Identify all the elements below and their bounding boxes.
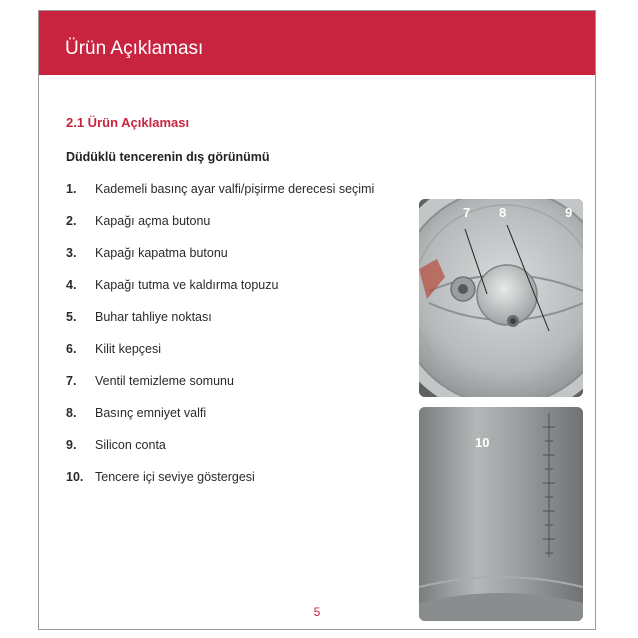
page-frame (38, 10, 596, 630)
item-text: Tencere içi seviye göstergesi (95, 470, 255, 484)
item-text: Kapağı kapatma butonu (95, 246, 228, 260)
item-number: 2. (66, 214, 77, 228)
page-number: 5 (313, 605, 321, 619)
item-text: Silicon conta (95, 438, 166, 452)
section-title: 2.1 Ürün Açıklaması (66, 115, 190, 130)
item-text: Basınç emniyet valfi (95, 406, 207, 420)
item-text: Buhar tahliye noktası (95, 310, 212, 324)
item-text: Kilit kepçesi (95, 342, 161, 356)
header-title: Ürün Açıklaması (65, 38, 204, 59)
item-number: 9. (66, 438, 77, 452)
lid-photo (419, 199, 583, 397)
header-bar (39, 11, 595, 75)
callout-label-8: 8 (499, 205, 507, 220)
item-number: 5. (66, 310, 77, 324)
lid-illustration (419, 199, 583, 397)
item-text: Kapağı açma butonu (95, 214, 211, 228)
item-number: 6. (66, 342, 77, 356)
callout-label-7: 7 (463, 205, 471, 220)
level-indicator-photo (419, 407, 583, 621)
item-number: 4. (66, 278, 77, 292)
subtitle: Düdüklü tencerenin dış görünümü (66, 150, 270, 164)
item-number: 10. (66, 470, 84, 484)
item-number: 7. (66, 374, 77, 388)
callout-label-9: 9 (565, 205, 573, 220)
item-text: Kapağı tutma ve kaldırma topuzu (95, 278, 279, 292)
item-number: 1. (66, 182, 77, 196)
callout-label-10: 10 (475, 435, 490, 450)
item-text: Ventil temizleme somunu (95, 374, 234, 388)
item-text: Kademeli basınç ayar valfi/pişirme derecesi seçimi (95, 182, 375, 196)
item-number: 3. (66, 246, 77, 260)
item-number: 8. (66, 406, 77, 420)
level-illustration (419, 407, 583, 621)
